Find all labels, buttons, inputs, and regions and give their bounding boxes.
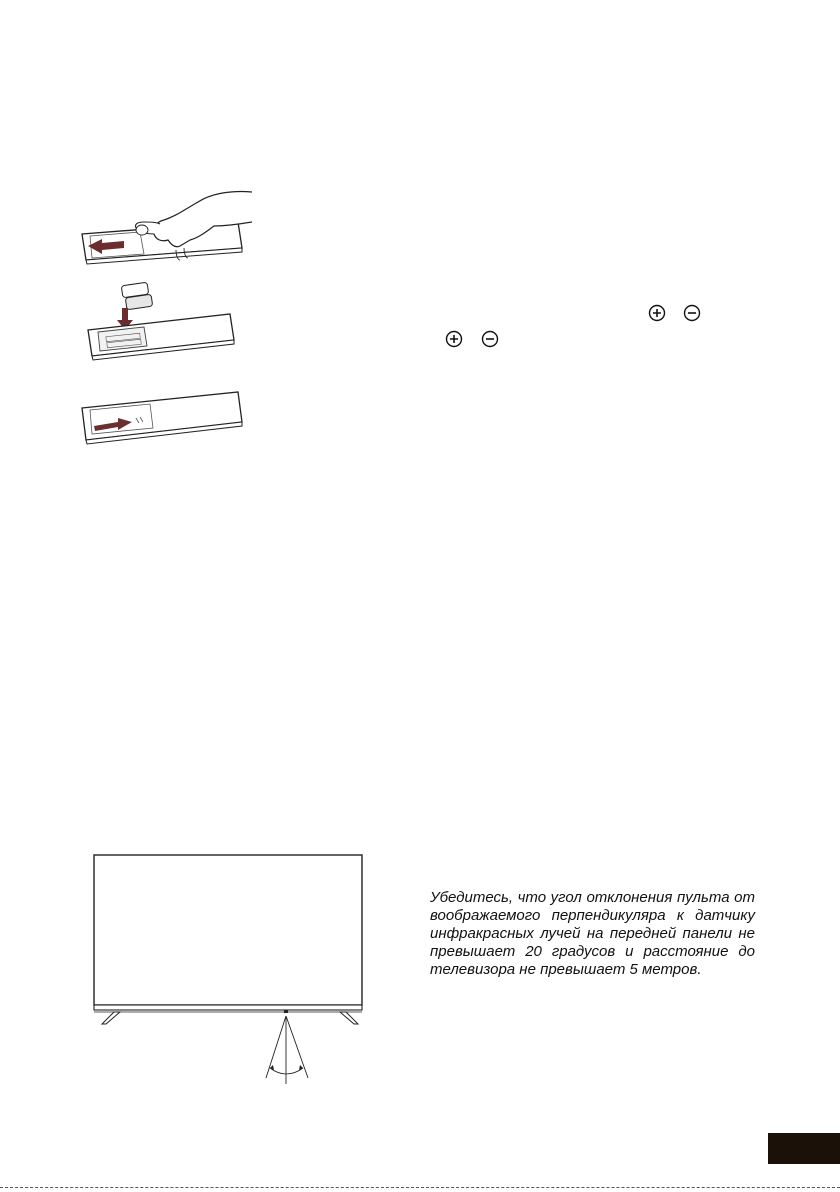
plus-circle-icon — [445, 330, 463, 348]
tv-sensor-angle-diagram — [92, 852, 364, 1084]
remote-close-cover-illustration — [80, 388, 244, 452]
remote-insert-batteries-illustration — [86, 280, 236, 366]
page-bottom-rule — [0, 1187, 840, 1188]
page-number-tab — [768, 1133, 840, 1164]
minus-circle-icon — [481, 330, 499, 348]
minus-circle-icon — [683, 304, 701, 322]
remote-open-cover-illustration — [80, 186, 252, 270]
remote-range-note: Убедитесь, что угол отклонения пульта от воображаемого перпендикуляра к датчику инфракрасных лучей на передней панели не превышает 20 градусов и расстояние до телевизора не превышает 5 метров. — [430, 889, 755, 978]
plus-circle-icon — [648, 304, 666, 322]
